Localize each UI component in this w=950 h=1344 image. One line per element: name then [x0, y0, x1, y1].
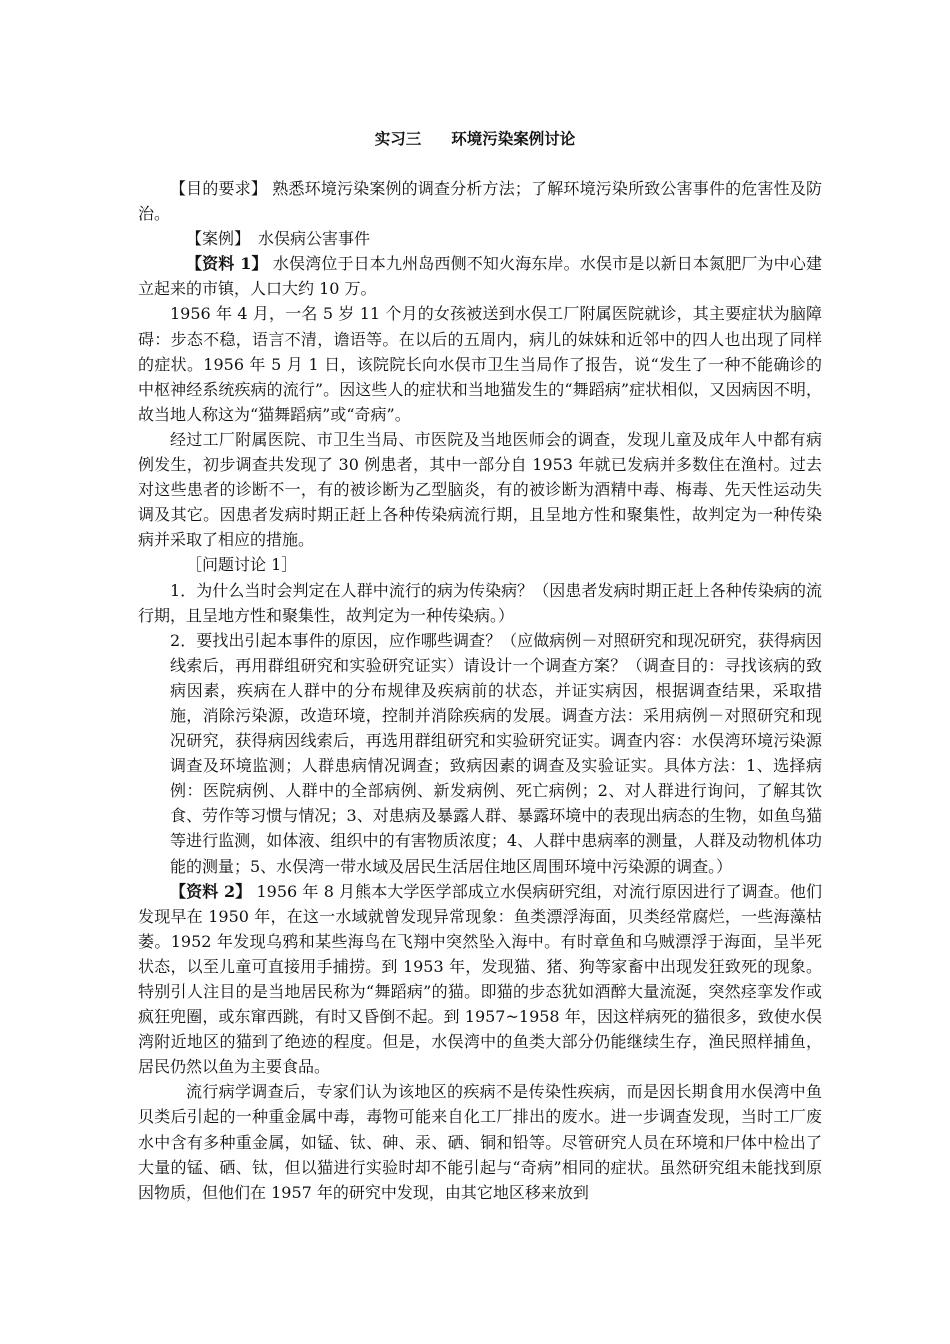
objective-text: 熟悉环境污染案例的调查分析方法；了解环境污染所致公害事件的危害性及防治。 [138, 179, 822, 224]
case-label: 【案例】 [186, 229, 243, 249]
case-text: 水俣病公害事件 [258, 229, 371, 249]
material1-paragraph-1: 1956 年 4 月，一名 5 岁 11 个月的女孩被送到水俣工厂附属医院就诊，其主要症状为脑障碍：步态不稳，语言不清，谵语等。在以后的五周内，病儿的妹妹和近邻中的四人也出现了同样的症状。1956 年 5 月 1 日，该院院长向水俣市卫生当局作了报告，说“发生了一种不能确诊的中枢神经系统疾病的流行”。因这些人的症状和当地猫发生的“舞蹈病”症状相似，又因病因不明，故当地人称这为“猫舞蹈病”或“奇病”。 [138, 304, 822, 424]
objective-paragraph [138, 176, 822, 226]
title-part-1: 实习三 [374, 129, 422, 148]
material1-intro-paragraph [138, 251, 822, 301]
document-body [138, 176, 822, 1205]
material1-paragraph-2: 经过工厂附属医院、市卫生当局、市医院及当地医师会的调查，发现儿童及成年人中都有病例发生，初步调查共发现了 30 例患者，其中一部分自 1953 年就已发病并多数住在渔村。过去对这些患者的诊断不一，有的被诊断为乙型脑炎，有的被诊断为酒精中毒、梅毒、先天性运动失调及其它。因患者发病时期正赶上各种传染病流行期，且呈地方性和聚集性，故判定为一种传染病并采取了相应的措施。 [138, 429, 822, 550]
material1-intro: 水俣湾位于日本九州岛西侧不知火海东岸。水俣市是以新日本氮肥厂为中心建立起来的市镇，人口大约 10 万。 [138, 254, 822, 299]
discussion1-question-2 [138, 628, 822, 879]
case-paragraph [138, 226, 822, 251]
material2-text: 1956 年 8 月熊本大学医学部成立水俣病研究组，对流行原因进行了调查。他们发现早在 1950 年，在这一水域就曾发现异常现象：鱼类漂浮海面，贝类经常腐烂，一些海藻枯萎。1952 年发现乌鸦和某些海鸟在飞翔中突然坠入海中。有时章鱼和乌贼漂浮于海面，呈半死状态，以至儿童可直接用手捕捞。到 1953 年，发现猫、猪、狗等家畜中出现发狂致死的现象。特别引人注目的是当地居民称为“舞蹈病”的猫。即猫的步态犹如酒醉大量流涎，突然痉挛发作或疯狂兜圈，或东窜西跳，有时又昏倒不起。到 1957~1958 年，因这样病死的猫很多，致使水俣湾附近地区的猫到了绝迹的程度。但是，水俣湾中的鱼类大部分仍能继续生存，渔民照样捕鱼，居民仍然以鱼为主要食品。 [138, 881, 822, 1077]
page-title [0, 128, 950, 150]
material1-label: 【资料 1】 [186, 254, 268, 274]
material2-paragraph-1 [138, 879, 822, 1080]
objective-label: 【目的要求】 [170, 179, 268, 198]
discussion1-question-1: 1．为什么当时会判定在人群中流行的病为传染病？（因患者发病时期正赶上各种传染病的流行期，且呈地方性和聚集性，故判定为一种传染病。） [138, 580, 822, 625]
discussion1-heading: ［问题讨论 1］ [186, 555, 298, 575]
discussion1-question-2-text: 2．要找出引起本事件的原因，应作哪些调查？（应做病例－对照研究和现况研究，获得病因线索后，再用群组研究和实验研究证实）请设计一个调查方案？（调查目的：寻找该病的致病因素，疾病在人群中的分布规律及疾病前的状态，并证实病因，根据调查结果，采取措施，消除污染源，改造环境，控制并消除疾病的发展。调查方法：采用病例－对照研究和现况研究，获得病因线索后，再选用群组研究和实验研究证实。调查内容：水俣湾环境污染源调查及环境监测；人群患病情况调查；致病因素的调查及实验证实。具体方法：1、选择病例：医院病例、人群中的全部病例、新发病例、死亡病例；2、对人群进行询问，了解其饮食、劳作等习惯与情况；3、对患病及暴露人群、暴露环境中的表现出病态的生物，如鱼鸟猫等进行监测，如体液、组织中的有害物质浓度；4、人群中患病率的测量，人群及动物机体功能的测量；5、水俣湾一带水域及居民生活居住地区周围环境中污染源的调查。） [170, 630, 822, 876]
title-part-2: 环境污染案例讨论 [451, 129, 576, 148]
material2-paragraph-2: 流行病学调查后，专家们认为该地区的疾病不是传染性疾病，而是因长期食用水俣湾中鱼贝类后引起的一种重金属中毒，毒物可能来自化工厂排出的废水。进一步调查发现，当时工厂废水中含有多种重金属，如锰、钛、砷、汞、硒、铜和铅等。尽管研究人员在环境和尸体中检出了大量的锰、硒、钛，但以猫进行实验时却不能引起与“奇病”相同的症状。虽然研究组未能找到原因物质，但他们在 1957 年的研究中发现，由其它地区移来放到 [138, 1082, 822, 1202]
material2-label: 【资料 2】 [170, 881, 252, 901]
